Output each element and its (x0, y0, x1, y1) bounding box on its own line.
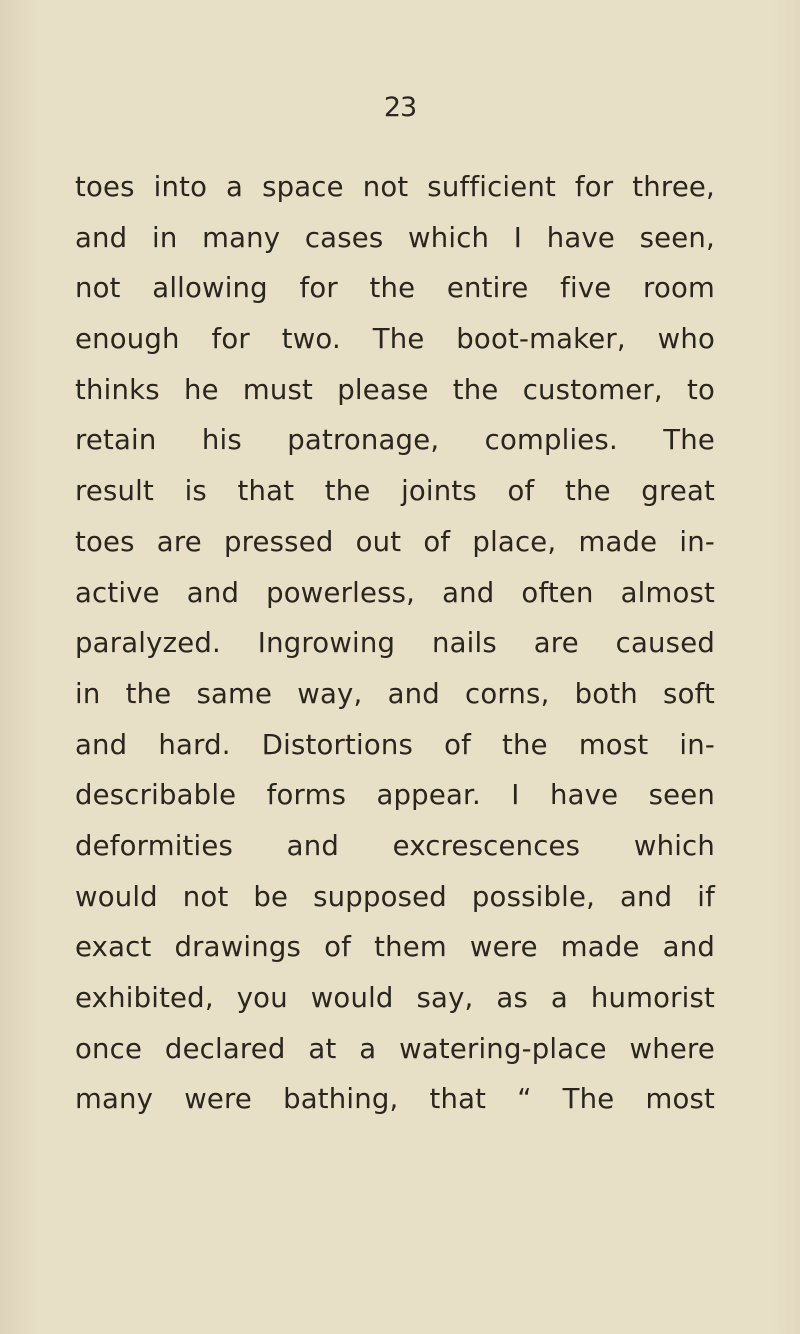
text-line-1: toes into a space not sufficient for three, (75, 171, 715, 203)
text-line-17: exhibited, you would say, as a humorist (75, 982, 715, 1014)
page-number: 23 (383, 92, 417, 123)
text-line-18: once declared at a watering-place where (75, 1032, 715, 1065)
text-line-7: result is that the joints of the great (75, 475, 715, 508)
text-line-6: retain his patronage, complies. The (75, 424, 715, 457)
text-line-8: toes are pressed out of place, made in- (75, 525, 715, 558)
text-line-13: describable forms appear. I have seen (75, 779, 715, 812)
text-line-14: deformities and excrescences which (75, 829, 715, 862)
text-line-2: and in many cases which I have seen, (75, 221, 715, 254)
text-line-12: and hard. Distortions of the most in- (75, 728, 715, 761)
text-line-5: thinks he must please the customer, to (75, 373, 715, 406)
text-line-10: paralyzed. Ingrowing nails are caused (75, 627, 715, 660)
text-line-19: many were bathing, that “ The most (75, 1083, 715, 1116)
text-line-9: active and powerless, and often almost (75, 576, 715, 609)
text-line-16: exact drawings of them were made and (75, 931, 715, 964)
text-line-4: enough for two. The boot-maker, who (75, 323, 715, 356)
body-text (75, 162, 715, 1125)
text-line-3: not allowing for the entire five room (75, 272, 715, 305)
text-line-15: would not be supposed possible, and if (75, 880, 715, 913)
text-line-11: in the same way, and corns, both soft (75, 677, 715, 710)
